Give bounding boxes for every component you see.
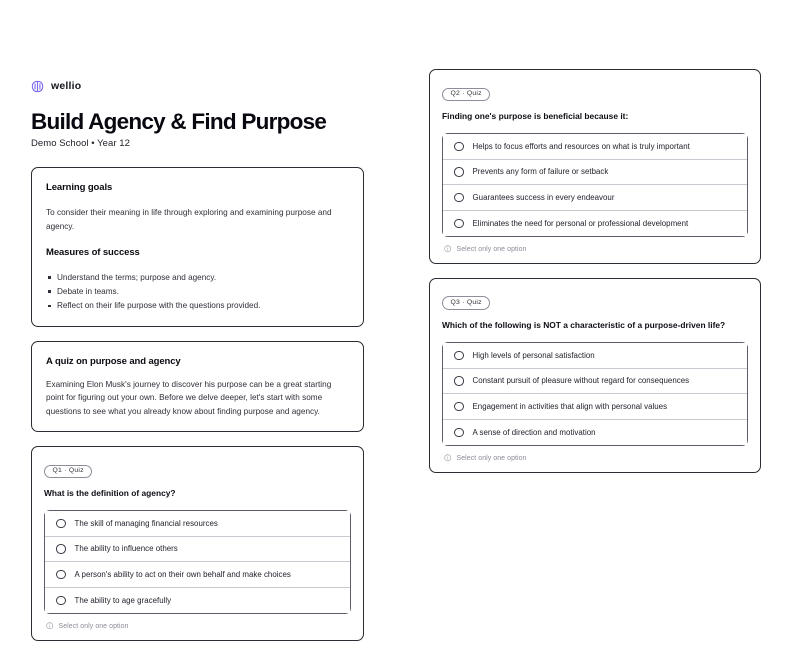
learning-goals-card xyxy=(31,167,364,327)
radio-icon[interactable] xyxy=(454,351,464,361)
option-label: A person's ability to act on their own behalf and make choices xyxy=(74,569,291,579)
radio-icon[interactable] xyxy=(454,167,464,177)
page-subtitle: Demo School • Year 12 xyxy=(31,138,130,150)
measures-of-success-list xyxy=(46,271,349,313)
info-circle-icon xyxy=(46,622,54,630)
list-item: Understand the terms; purpose and agency. xyxy=(46,271,349,285)
radio-icon[interactable] xyxy=(454,142,464,152)
quiz-intro-text: Examining Elon Musk's journey to discover his purpose can be a great starting point for figuring out your own. Before we delve deeper, let's start with some questions to see what you already know about finding purpose and agency. xyxy=(46,380,332,416)
right-column xyxy=(429,69,761,487)
options-group xyxy=(442,133,748,237)
question-card-q3 xyxy=(429,278,761,473)
options-group xyxy=(442,342,748,446)
option-label: Eliminates the need for personal or professional development xyxy=(472,218,689,228)
radio-icon[interactable] xyxy=(56,596,66,606)
question-badge: Q3 · Quiz xyxy=(442,296,490,310)
option-row[interactable] xyxy=(45,562,350,588)
learning-goals-heading: Learning goals xyxy=(46,182,113,194)
hint-text: Select only one option xyxy=(456,454,527,462)
option-label: The ability to age gracefully xyxy=(74,595,172,605)
brand-name: wellio xyxy=(51,80,82,92)
options-group xyxy=(44,510,351,614)
page-title: Build Agency & Find Purpose xyxy=(31,109,327,134)
radio-icon[interactable] xyxy=(56,519,66,529)
select-one-hint xyxy=(44,622,351,630)
learning-goals-text: To consider their meaning in life through exploring and examining purpose and agency. xyxy=(46,208,332,231)
radio-icon[interactable] xyxy=(56,544,66,554)
question-badge: Q1 · Quiz xyxy=(44,465,92,479)
option-label: Helps to focus efforts and resources on what is truly important xyxy=(472,141,690,151)
radio-icon[interactable] xyxy=(454,428,464,438)
question-card-q1 xyxy=(31,446,364,641)
radio-icon[interactable] xyxy=(56,570,66,580)
question-prompt: What is the definition of agency? xyxy=(44,488,176,499)
list-item: Debate in teams. xyxy=(46,285,349,299)
info-circle-icon xyxy=(444,245,452,253)
option-label: Prevents any form of failure or setback xyxy=(472,167,609,177)
option-row[interactable] xyxy=(45,588,350,614)
option-label: High levels of personal satisfaction xyxy=(472,350,595,360)
option-label: Engagement in activities that align with personal values xyxy=(472,401,668,411)
question-prompt: Finding one's purpose is beneficial because it: xyxy=(442,111,629,122)
option-row[interactable] xyxy=(443,343,747,369)
measures-of-success-heading: Measures of success xyxy=(46,246,140,258)
option-label: Constant pursuit of pleasure without regard for consequences xyxy=(472,376,690,386)
option-row[interactable] xyxy=(443,394,747,420)
option-label: Guarantees success in every endeavour xyxy=(472,192,615,202)
quiz-intro-card xyxy=(31,341,364,432)
option-row[interactable] xyxy=(443,160,747,186)
question-prompt: Which of the following is NOT a characteristic of a purpose-driven life? xyxy=(442,320,726,331)
radio-icon[interactable] xyxy=(454,219,464,229)
option-row[interactable] xyxy=(443,211,747,237)
option-label: The ability to influence others xyxy=(74,544,178,554)
select-one-hint xyxy=(442,454,748,462)
list-item: Reflect on their life purpose with the questions provided. xyxy=(46,299,349,313)
info-circle-icon xyxy=(444,454,452,462)
option-label: The skill of managing financial resources xyxy=(74,518,218,528)
left-column xyxy=(31,78,364,655)
hint-text: Select only one option xyxy=(58,622,129,630)
option-row[interactable] xyxy=(45,511,350,537)
wellio-brain-icon xyxy=(31,80,44,93)
quiz-intro-heading: A quiz on purpose and agency xyxy=(46,356,181,368)
question-card-q2 xyxy=(429,69,761,264)
option-row[interactable] xyxy=(443,369,747,395)
brand-header xyxy=(31,78,364,94)
option-label: A sense of direction and motivation xyxy=(472,427,596,437)
radio-icon[interactable] xyxy=(454,376,464,386)
option-row[interactable] xyxy=(45,537,350,563)
question-badge: Q2 · Quiz xyxy=(442,88,490,102)
option-row[interactable] xyxy=(443,134,747,160)
option-row[interactable] xyxy=(443,185,747,211)
hint-text: Select only one option xyxy=(456,245,527,253)
radio-icon[interactable] xyxy=(454,193,464,203)
option-row[interactable] xyxy=(443,420,747,446)
radio-icon[interactable] xyxy=(454,402,464,412)
select-one-hint xyxy=(442,245,748,253)
